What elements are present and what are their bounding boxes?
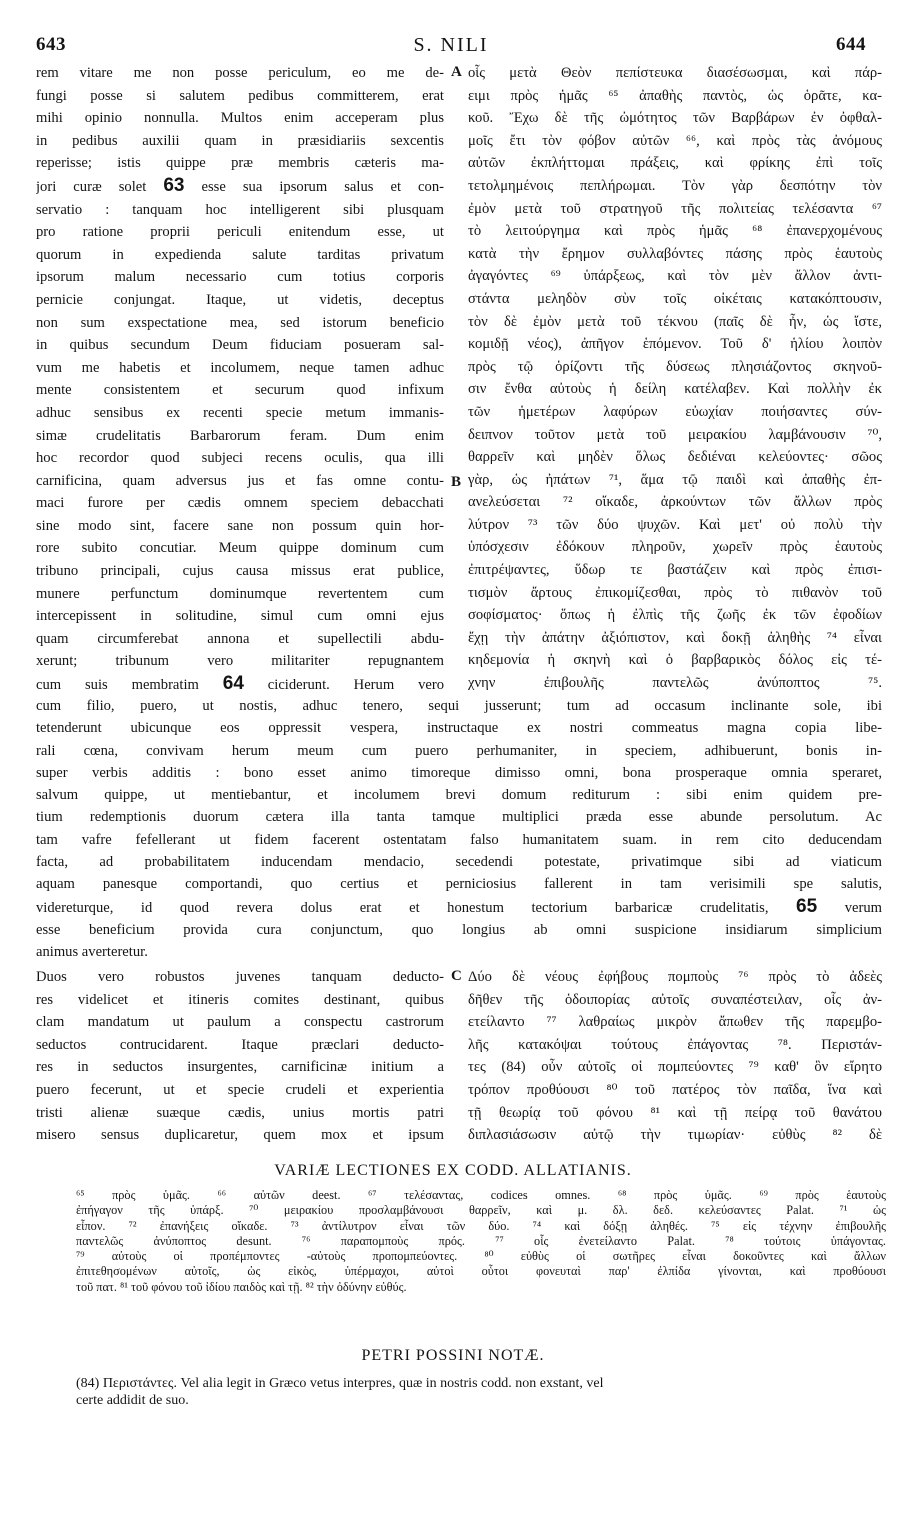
latin-column xyxy=(36,62,444,697)
column-marker-a: A xyxy=(451,64,462,80)
latin-text-line: adhuc sensibus ex recenti specie metum immanis- xyxy=(36,404,444,421)
greek-text-line: τες (84) οὖν αὐτοῖς οἱ πομπεύοντες ⁷⁹ καθ' ὃν εἴρητο xyxy=(468,1059,882,1076)
latin-text-line: munere perfunctum dominumque revertentem cum xyxy=(36,585,444,602)
latin-text-line: rore subito concutiar. Meum quippe dominum cum xyxy=(36,540,444,557)
greek-text-line: τὸ λειτούργημα καὶ πρὸς ἡμᾶς ⁶⁸ ἐπανερχομένους xyxy=(468,223,882,240)
greek-text-line: πρὸς τῷ ὁρίζοντι τῆς δύσεως πλησιάζοντος σκηνοῦ- xyxy=(468,358,882,375)
greek-text-line: κοῦ. Ἔχω δὲ τῆς ὠμότητος τῶν Βαρβάρων ἐν ὀφθαλ- xyxy=(468,110,882,127)
variant-reading-line: ⁷⁹ αὐτοὺς οἱ προπέμποντες -αὐτοὺς προπομπεύοντες. ⁸⁰ εὐθὺς οἱ σωτῆρες εἶναι δοκοῦντες καὶ ἄλλων xyxy=(76,1249,886,1264)
variant-reading-line: ἐπήγαγον τῆς ὑπάρξ. ⁷⁰ μειρακίου προσλαμβάνουσι θαρρεῖν, καὶ μ. δλ. δεδ. κελεύσαντες Palat. ⁷¹ ὡς xyxy=(76,1203,886,1218)
latin-text-line: mente consistentem et securum quod infixum xyxy=(36,382,444,399)
greek-column xyxy=(468,62,882,695)
variant-reading-line: ⁶⁵ πρὸς ὑμᾶς. ⁶⁶ αὐτῶν deest. ⁶⁷ τελέσαντας, codices omnes. ⁶⁸ πρὸς ὑμᾶς. ⁶⁹ πρὸς ἑαυτοὺς xyxy=(76,1188,886,1202)
latin-text-line: res in seductos insurgentes, carnificinæ initium a xyxy=(36,1059,444,1076)
latin-text-line: super verbis additis : bono esset animo timoreque dimisso omni, bona prosperaque omnia speraret, xyxy=(36,764,882,781)
column-marker-c: C xyxy=(451,968,462,984)
greek-text-line: γὰρ, ὡς ἠπάτων ⁷¹, ἅμα τῷ παιδὶ καὶ ἀπαθὴς ἐπ- xyxy=(468,471,882,488)
greek-text-line: σοφίσματος· ὅπως ἡ ἐλπὶς τῆς ζωῆς ἐκ τῶν ἐφοδίων xyxy=(468,607,882,624)
latin-text-line: mihi opinio nonnulla. Multos enim acceperam plus xyxy=(36,110,444,127)
greek-text-line: σιν ἔνθα αὐτοὺς ἡ δείλη κατέλαβεν. Καὶ πολλὴν ἐκ xyxy=(468,381,882,398)
latin-text-line: quorum in expedienda salute tarditas privatum xyxy=(36,246,444,263)
note-line: (84) Περιστάντες. Vel alia legit in Græco vetus interpres, quæ in nostris codd. non exstant, vel xyxy=(76,1376,604,1391)
variant-reading-line: παντελῶς ἀνύποπτος desunt. ⁷⁶ παραπομποὺς πρός. ⁷⁷ οἷς ἐνετείλαντο Palat. ⁷⁸ τούτοις ὑπάγοντας. xyxy=(76,1233,886,1248)
greek-text-line: ἐμὸν μετὰ τοῦ στρατηγοῦ τῆς πολιτείας τελέσαντα ⁶⁷ xyxy=(468,200,882,217)
latin-text-line: vum me habetis et incolumem, neque tamen adhuc xyxy=(36,359,444,376)
latin-text-line: sine modo sint, facere sane non possum quin hor- xyxy=(36,517,444,534)
latin-text-line: tium redemptionis duorum cætera illa tanta tamque multiplici præda esse abunde persolutum. Ac xyxy=(36,809,882,826)
variant-reading-line: εἶπον. ⁷² ἐπανήξεις οἴκαδε. ⁷³ ἀντίλυτρον εἶναι τῶν δύο. ⁷⁴ καὶ δόξῃ ἀληθές. ⁷⁵ εἰς τέχνην ἐπιβουλῆς xyxy=(76,1218,886,1233)
page-number-right: 644 xyxy=(836,34,866,55)
greek-text-line: ετείλαντο ⁷⁷ λαθραίως μικρὸν ἄπωθεν τῆς παρεμβο- xyxy=(468,1014,882,1031)
latin-text-line: tribuno principali, cujus causa missus erat publice, xyxy=(36,563,444,580)
greek-text-line: δῆθεν τῆς ὁδοιπορίας αὐτοῖς συναπέστειλαν, οἷς ἀν- xyxy=(468,991,882,1008)
greek-text-line: λύτρον ⁷³ τῶν δύο ψυχῶν. Καὶ μετ' οὐ πολὺ τὴν xyxy=(468,516,882,533)
latin-text-line: pro ratione proprii periculi enitendum esse, ut xyxy=(36,224,444,241)
possini-notae-text xyxy=(76,1375,866,1409)
latin-text-line: rem vitare me non posse periculum, eo me de- xyxy=(36,65,444,81)
greek-text-line: τῇ θεωρίᾳ τοῦ φόνου ⁸¹ καὶ τῇ πείρᾳ τοῦ θανάτου xyxy=(468,1104,882,1121)
column-number-marker: 65 xyxy=(796,895,818,917)
greek-text-line: κομιδῇ νέος), ἀπῆγον ἑπόμενον. Τοῦ δ' ἡλίου λοιπὸν xyxy=(468,336,882,353)
latin-text-line: aquam panesque comportandi, quo certius et perniciosius fallerent in tam verisimili spe salutis, xyxy=(36,876,882,893)
latin-text-line: ipsorum malum necessario cum totius corporis xyxy=(36,269,444,286)
page-number-left: 643 xyxy=(36,34,66,55)
parallel-columns-1 xyxy=(36,62,882,702)
latin-text-line: tam vafre fefellerant ut fidem facerent ostentatam falso humanitatem suam. in rem cito deducendam xyxy=(36,831,882,848)
latin-text-line: non sum exspectatione mea, sed istorum beneficio xyxy=(36,314,444,331)
latin-text-line: simæ crudelitatis Barbarorum feram. Dum enim xyxy=(36,427,444,444)
latin-text-line: maci furore per cædis omnem speciem debacchati xyxy=(36,495,444,512)
greek-text-line: αὐτῶν ἐκπλήττομαι πράξεις, καὶ φρίκης ἐπὶ τοῖς xyxy=(468,155,882,172)
latin-text-line: jori curæ solet 63 esse sua ipsorum salus et con- xyxy=(36,174,444,196)
column-number-marker: 63 xyxy=(163,174,185,196)
greek-text-line: τρόπον προθύουσι ⁸⁰ τοῦ πατέρος τὸν παῖδα, ἵνα καὶ xyxy=(468,1081,882,1098)
variae-lectiones-notes xyxy=(76,1188,886,1295)
latin-text-line: videreturque, id quod revera dolus erat et honestum tectorium barbaricæ crudelitatis, 65 verum xyxy=(36,895,882,917)
full-width-paragraph xyxy=(36,695,882,964)
latin-text-line: intercepissent in solitudine, simul cum omni ejus xyxy=(36,608,444,625)
latin-text-line: misero sensus duplicaretur, quem mox et ipsum xyxy=(36,1127,444,1144)
latin-text-line: carnificina, quam adversus jus et fas omne contu- xyxy=(36,472,444,489)
latin-text-line: cum filio, puero, ut nostis, adhuc tenero, sequi jusserunt; tum ad occasum inclinante sole, ibi xyxy=(36,698,882,714)
latin-text-line: rali cœna, convivam herum meum cum puero perhumaniter, in speciem, adhibuerunt, bonis in- xyxy=(36,742,882,759)
greek-text-line: Δύο δὲ νέους ἐφήβους πομποὺς ⁷⁶ πρὸς τὸ ἀδεὲς xyxy=(468,969,882,985)
greek-text-line: τὸν δὲ ἐμὸν μετὰ τοῦ τέκνου (παῖς δὲ ἦν, ὡς ἴστε, xyxy=(468,313,882,330)
greek-text-line: ανελεύσεται ⁷² οἴκαδε, ἀρκούντων τῶν ἄλλων πρὸς xyxy=(468,494,882,511)
greek-column-2 xyxy=(468,966,882,1147)
greek-text-line: διπλασιάσωσιν αὐτῷ τὴν τιμωρίαν· εὐθὺς ⁸² δὲ xyxy=(468,1127,882,1144)
greek-text-line: ἐπιτρέψαντες, ὕδωρ τε βαστάζειν καὶ πρὸς ἐπισι- xyxy=(468,562,882,579)
latin-text-line: pernicie conjungat. Itaque, ut videtis, deceptus xyxy=(36,291,444,308)
latin-text-line: in pedibus auxilii quam in præsidiariis sexcentis xyxy=(36,132,444,149)
latin-text-line: in quibus secundum Deum fiduciam posueram sal- xyxy=(36,337,444,354)
latin-text-line: seductos contrucidarent. Itaque præclari deducto- xyxy=(36,1036,444,1053)
latin-text-line: xerunt; tribunum vero militariter repugnantem xyxy=(36,653,444,670)
greek-text-line: ἀγαγόντες ⁶⁹ ὑπάρξεως, καὶ τὸν μὲν ἄλλον ἀντι- xyxy=(468,268,882,285)
latin-text-line: tristi alienæ suæque cædis, unius mortis patri xyxy=(36,1104,444,1121)
greek-text-line: στάντα μεληδὸν σὺν τοῖς οἰκέταις κατακόπτουσιν, xyxy=(468,290,882,307)
column-marker-b: B xyxy=(451,474,462,490)
greek-text-line: τετολμημένοις πεπλήρωμαι. Τὸν γὰρ δεσπότην τὸν xyxy=(468,177,882,194)
greek-text-line: μοῖς ἔτι τὸν φόβον αὐτῶν ⁶⁶, καὶ πρὸς τὰς ἀνόμους xyxy=(468,132,882,149)
latin-text-line: quam circumferebat annona et supellectili abdu- xyxy=(36,630,444,647)
variant-reading-line: τοῦ πατ. ⁸¹ τοῦ φόνου τοῦ ἰδίου παιδὸς καὶ τῇ. ⁸² τὴν ὀδύνην εὐθύς. xyxy=(76,1279,407,1294)
latin-text-line: fungi posse si salutem pedibus committerem, erat xyxy=(36,87,444,104)
running-title: S. NILI xyxy=(413,34,489,56)
greek-text-line: τῶν ἡμετέρων λαφύρων εὐωχίαν ποιήσαντες σύν- xyxy=(468,403,882,420)
latin-column-2 xyxy=(36,966,444,1147)
note-line: certe addidit de suo. xyxy=(76,1393,189,1408)
page-header xyxy=(36,34,866,60)
greek-text-line: οἷς μετὰ Θεὸν πεπίστευκα διασέσωσμαι, καὶ πάρ- xyxy=(468,65,882,81)
latin-text-line: esse beneficium provida cura conjunctum, quo longius ab omni suspicione insidiarum simplicium xyxy=(36,921,882,938)
variant-reading-line: ἐπιτεθησομένων αὐτοῖς, ὡς εἰκὸς, ὑπέρμαχοι, αὐτοὶ οὗτοι φονευταὶ παρ' ἐλπίδα γίνονται, καὶ προθύουσι xyxy=(76,1264,886,1279)
latin-text-line: cum suis membratim 64 ciciderunt. Herum vero xyxy=(36,673,444,695)
greek-text-line: χνην ἐπιβουλῆς παντελῶς ἀνύποπτος ⁷⁵. xyxy=(468,675,882,692)
latin-text-line: tetenderunt ubicunque eos oppressit vespera, instructaque ex nostri commeatus magna copia libe- xyxy=(36,720,882,737)
latin-text-line: Duos vero robustos juvenes tanquam deducto- xyxy=(36,969,444,985)
greek-text-line: ὑπόσχεσιν ἐδόκουν πληροῦν, χωρεῖν πρὸς ἑαυτοὺς xyxy=(468,539,882,556)
greek-text-line: τισμὸν ἄρτους ἐπικομίζεσθαι, πρὸς τὸ πιθανὸν τοῦ xyxy=(468,584,882,601)
latin-text-line: servatio : tanquam hoc intelligerent sibi plusquam xyxy=(36,201,444,218)
possini-notae-heading: PETRI POSSINI NOTÆ. xyxy=(361,1347,545,1364)
latin-text-line: animus averteretur. xyxy=(36,944,148,961)
latin-text-line: reperisse; istis quippe præ membris cæteris ma- xyxy=(36,155,444,172)
greek-text-line: δειπνον τοῦτον μετὰ τοῦ μειρακίου λαμβάνουσιν ⁷⁰, xyxy=(468,426,882,443)
column-number-marker: 64 xyxy=(222,673,244,695)
greek-text-line: ἔχῃ τὴν ἀπάτην ἀξιόπιστον, καὶ δοκῇ ἀληθὴς ⁷⁴ εἶναι xyxy=(468,629,882,646)
greek-text-line: κατὰ τὴν ἔρημον συλλαβόντες πάσης πρὸς ἑαυτοὺς xyxy=(468,245,882,262)
variae-lectiones-heading: VARIÆ LECTIONES EX CODD. ALLATIANIS. xyxy=(274,1162,632,1179)
latin-text-line: clam mandatum ut paulum a conspectu castrorum xyxy=(36,1014,444,1031)
greek-text-line: ειμι πρὸς ἡμᾶς ⁶⁵ ἀπαθὴς παντὸς, ὡς ὁρᾶτε, κα- xyxy=(468,87,882,104)
latin-text-line: puero fecerunt, ut et specie crudeli et experientia xyxy=(36,1081,444,1098)
latin-text-line: facta, ad probabilitatem inducendam mendacio, secedendi potestate, privatimque sibi ad viaticum xyxy=(36,854,882,871)
greek-text-line: λῆς κατακόψαι τούτους ἐπάγοντας ⁷⁸. Περιστάν- xyxy=(468,1036,882,1053)
greek-text-line: κηδεμονία ἡ σκηνὴ καὶ ὁ βαρβαρικὸς δόλος εἰς τέ- xyxy=(468,652,882,669)
latin-text-line: hoc recordor quod subjeci recens oculis, qua illi xyxy=(36,450,444,467)
latin-text-line: res videlicet et itineris comites destinant, quibus xyxy=(36,991,444,1008)
parallel-columns-2 xyxy=(36,966,882,1156)
greek-text-line: θαρρεῖν καὶ μηδὲν ὅλως δεδιέναι κελεύοντες· σῶος xyxy=(468,449,882,466)
latin-text-line: salvum quippe, ut mentiebantur, et incolumem brevi domum rediturum : sibi enim quidem pre- xyxy=(36,787,882,804)
